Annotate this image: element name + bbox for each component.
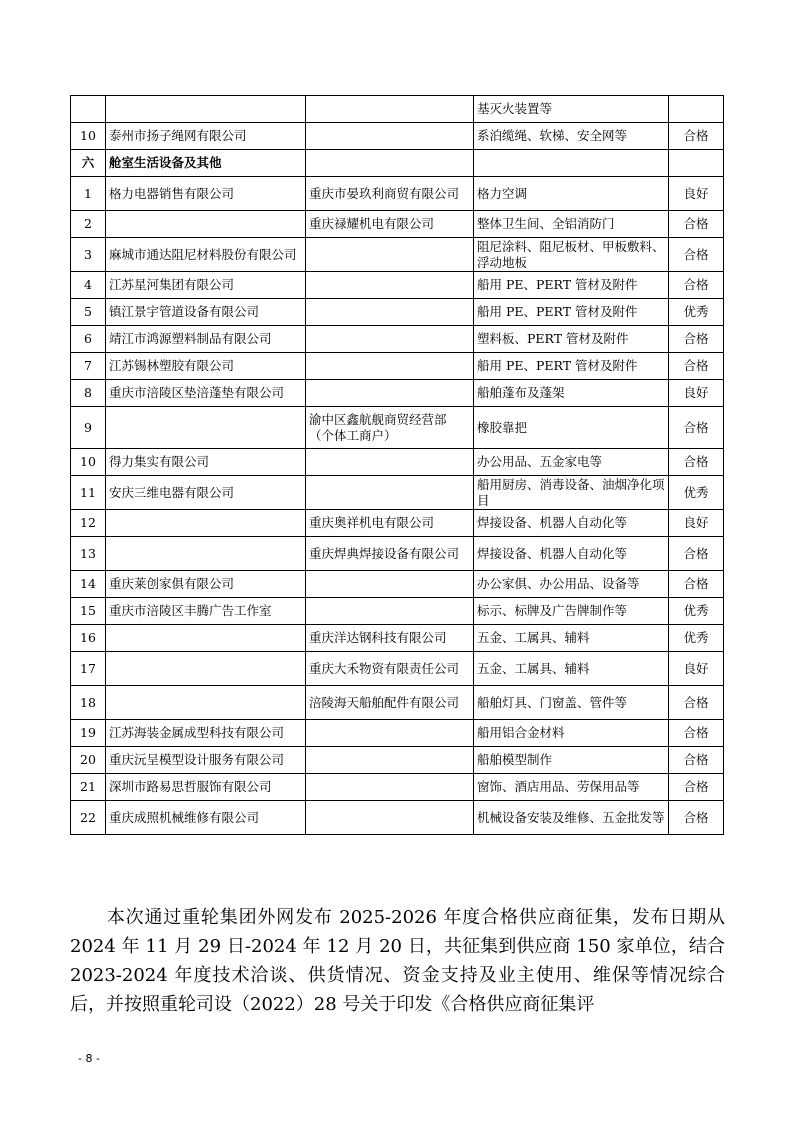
- table-row: [71, 801, 724, 835]
- manufacturer-name: 重庆市涪陵区丰腾广告工作室: [106, 598, 306, 625]
- rating: 合格: [669, 353, 724, 380]
- table-row: [71, 272, 724, 299]
- rating: 合格: [669, 449, 724, 476]
- product-description: 五金、工属具、辅料: [474, 652, 669, 686]
- rating: 合格: [669, 238, 724, 272]
- agent-name: [306, 598, 474, 625]
- section-header-row: [71, 150, 724, 177]
- row-number: 3: [71, 238, 106, 272]
- table-row: [71, 211, 724, 238]
- section-number: 六: [71, 150, 106, 177]
- rating: 合格: [669, 774, 724, 801]
- table-row: [71, 407, 724, 449]
- manufacturer-name: 重庆沅呈模型设计服务有限公司: [106, 747, 306, 774]
- rating: 优秀: [669, 299, 724, 326]
- table-row: [71, 449, 724, 476]
- page-number: - 8 -: [78, 1052, 100, 1065]
- manufacturer-name: [106, 537, 306, 571]
- manufacturer-name: 格力电器销售有限公司: [106, 177, 306, 211]
- row-number: 5: [71, 299, 106, 326]
- row-number: 15: [71, 598, 106, 625]
- rating: 合格: [669, 747, 724, 774]
- rating: 合格: [669, 720, 724, 747]
- row-number: 12: [71, 510, 106, 537]
- rating: 优秀: [669, 625, 724, 652]
- paragraph-text: 本次通过重轮集团外网发布 2025-2026 年度合格供应商征集，发布日期从 2024 年 11 月 29 日-2024 年 12 月 20 日，共征集到供应商 150 家单位，结合 2023-2024 年度技术洽谈、供货情况、资金支持及业主使用、维保等情况综合后，并按照重轮司设（2022）28 号关于印发《合格供应商征集评: [70, 907, 725, 1015]
- rating: 合格: [669, 123, 724, 150]
- agent-name: [306, 571, 474, 598]
- table-row: [71, 598, 724, 625]
- manufacturer-name: 重庆莱创家俱有限公司: [106, 571, 306, 598]
- product-description: 标示、标牌及广告牌制作等: [474, 598, 669, 625]
- product-description: 船舶模型制作: [474, 747, 669, 774]
- table-row: [71, 299, 724, 326]
- manufacturer-name: 镇江景宇管道设备有限公司: [106, 299, 306, 326]
- row-number: 14: [71, 571, 106, 598]
- table-row: [71, 652, 724, 686]
- agent-name: [306, 96, 474, 123]
- row-number: 6: [71, 326, 106, 353]
- agent-name: [306, 801, 474, 835]
- rating: 优秀: [669, 476, 724, 510]
- product-description: 格力空调: [474, 177, 669, 211]
- manufacturer-name: 靖江市鸿源塑料制品有限公司: [106, 326, 306, 353]
- table-row: [71, 123, 724, 150]
- table-row: [71, 238, 724, 272]
- product-description: 焊接设备、机器人自动化等: [474, 537, 669, 571]
- rating: 合格: [669, 326, 724, 353]
- row-number: 13: [71, 537, 106, 571]
- empty-cell: [669, 150, 724, 177]
- rating: 合格: [669, 571, 724, 598]
- table-row: [71, 774, 724, 801]
- section-title: 舱室生活设备及其他: [106, 150, 306, 177]
- product-description: 橡胶靠把: [474, 407, 669, 449]
- product-description: 船舶灯具、门窗盖、管件等: [474, 686, 669, 720]
- table-row: [71, 353, 724, 380]
- rating: 合格: [669, 801, 724, 835]
- rating: 良好: [669, 380, 724, 407]
- agent-name: 重庆洋达钢科技有限公司: [306, 625, 474, 652]
- product-description: 船用厨房、消毒设备、油烟净化项目: [474, 476, 669, 510]
- empty-cell: [474, 150, 669, 177]
- table-row: [71, 510, 724, 537]
- product-description: 系泊缆绳、软梯、安全网等: [474, 123, 669, 150]
- agent-name: 重庆禄耀机电有限公司: [306, 211, 474, 238]
- product-description: 船用铝合金材料: [474, 720, 669, 747]
- rating: 优秀: [669, 598, 724, 625]
- agent-name: [306, 476, 474, 510]
- product-description: 机械设备安装及维修、五金批发等: [474, 801, 669, 835]
- rating: [669, 96, 724, 123]
- product-description: 办公用品、五金家电等: [474, 449, 669, 476]
- manufacturer-name: [106, 96, 306, 123]
- row-number: 7: [71, 353, 106, 380]
- row-number: 4: [71, 272, 106, 299]
- row-number: 21: [71, 774, 106, 801]
- supplier-table: [70, 95, 724, 835]
- manufacturer-name: [106, 211, 306, 238]
- row-number: 10: [71, 449, 106, 476]
- agent-name: 重庆焊典焊接设备有限公司: [306, 537, 474, 571]
- manufacturer-name: [106, 510, 306, 537]
- agent-name: [306, 449, 474, 476]
- row-number: [71, 96, 106, 123]
- product-description: 阻尼涂料、阻尼板材、甲板敷料、浮动地板: [474, 238, 669, 272]
- agent-name: [306, 238, 474, 272]
- rating: 合格: [669, 537, 724, 571]
- table-row: [71, 96, 724, 123]
- table-row: [71, 571, 724, 598]
- agent-name: 重庆大禾物资有限责任公司: [306, 652, 474, 686]
- agent-name: [306, 720, 474, 747]
- empty-cell: [306, 150, 474, 177]
- table-row: [71, 476, 724, 510]
- manufacturer-name: 重庆市涪陵区垫涪蓬垫有限公司: [106, 380, 306, 407]
- product-description: 焊接设备、机器人自动化等: [474, 510, 669, 537]
- agent-name: [306, 299, 474, 326]
- product-description: 船舶蓬布及蓬架: [474, 380, 669, 407]
- table-row: [71, 537, 724, 571]
- manufacturer-name: 安庆三维电器有限公司: [106, 476, 306, 510]
- agent-name: [306, 272, 474, 299]
- manufacturer-name: 重庆成照机械维修有限公司: [106, 801, 306, 835]
- row-number: 20: [71, 747, 106, 774]
- body-paragraph: [70, 903, 725, 1019]
- product-description: 窗饰、酒店用品、劳保用品等: [474, 774, 669, 801]
- product-description: 整体卫生间、全铝消防门: [474, 211, 669, 238]
- agent-name: 涪陵海天船舶配件有限公司: [306, 686, 474, 720]
- row-number: 22: [71, 801, 106, 835]
- product-description: 办公家俱、办公用品、设备等: [474, 571, 669, 598]
- agent-name: 重庆市晏玖利商贸有限公司: [306, 177, 474, 211]
- row-number: 18: [71, 686, 106, 720]
- rating: 合格: [669, 407, 724, 449]
- manufacturer-name: [106, 652, 306, 686]
- manufacturer-name: 得力集实有限公司: [106, 449, 306, 476]
- product-description: 五金、工属具、辅料: [474, 625, 669, 652]
- product-description: 船用 PE、PERT 管材及附件: [474, 353, 669, 380]
- table-row: [71, 326, 724, 353]
- manufacturer-name: 麻城市通达阻尼材料股份有限公司: [106, 238, 306, 272]
- row-number: 19: [71, 720, 106, 747]
- manufacturer-name: 泰州市扬子绳网有限公司: [106, 123, 306, 150]
- manufacturer-name: 深圳市路易思哲服饰有限公司: [106, 774, 306, 801]
- agent-name: [306, 326, 474, 353]
- agent-name: [306, 353, 474, 380]
- rating: 合格: [669, 272, 724, 299]
- manufacturer-name: 江苏海装金属成型科技有限公司: [106, 720, 306, 747]
- manufacturer-name: [106, 625, 306, 652]
- row-number: 11: [71, 476, 106, 510]
- manufacturer-name: 江苏星河集团有限公司: [106, 272, 306, 299]
- row-number: 17: [71, 652, 106, 686]
- agent-name: [306, 747, 474, 774]
- manufacturer-name: [106, 686, 306, 720]
- table-row: [71, 625, 724, 652]
- product-description: 塑料板、PERT 管材及附件: [474, 326, 669, 353]
- table-row: [71, 380, 724, 407]
- agent-name: 渝中区鑫航舰商贸经营部（个体工商户）: [306, 407, 474, 449]
- table-row: [71, 747, 724, 774]
- row-number: 8: [71, 380, 106, 407]
- product-description: 船用 PE、PERT 管材及附件: [474, 272, 669, 299]
- rating: 合格: [669, 211, 724, 238]
- rating: 合格: [669, 686, 724, 720]
- row-number: 2: [71, 211, 106, 238]
- product-description: 船用 PE、PERT 管材及附件: [474, 299, 669, 326]
- table-row: [71, 686, 724, 720]
- agent-name: [306, 380, 474, 407]
- row-number: 9: [71, 407, 106, 449]
- manufacturer-name: 江苏锡林塑胶有限公司: [106, 353, 306, 380]
- agent-name: [306, 123, 474, 150]
- agent-name: [306, 774, 474, 801]
- rating: 良好: [669, 652, 724, 686]
- row-number: 16: [71, 625, 106, 652]
- manufacturer-name: [106, 407, 306, 449]
- agent-name: 重庆奥祥机电有限公司: [306, 510, 474, 537]
- table-row: [71, 720, 724, 747]
- row-number: 10: [71, 123, 106, 150]
- product-description: 基灭火装置等: [474, 96, 669, 123]
- row-number: 1: [71, 177, 106, 211]
- rating: 良好: [669, 177, 724, 211]
- rating: 良好: [669, 510, 724, 537]
- table-row: [71, 177, 724, 211]
